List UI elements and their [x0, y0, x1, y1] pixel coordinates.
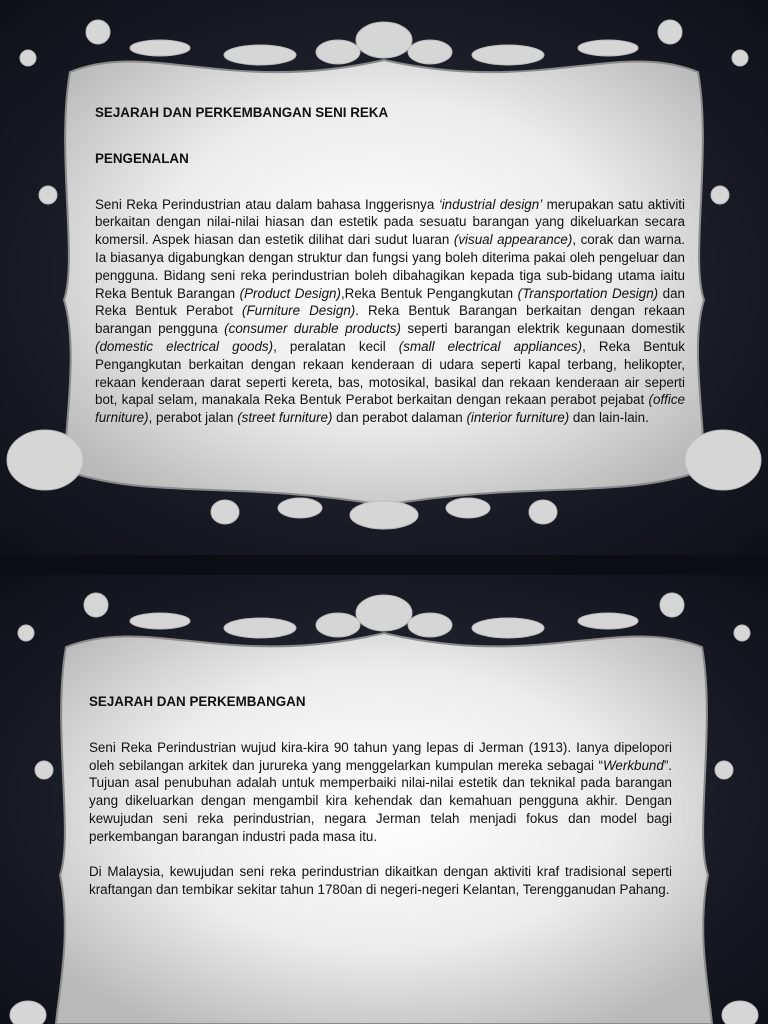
slide-2-content [89, 693, 672, 899]
slide-2-title: SEJARAH DAN PERKEMBANGAN [89, 694, 306, 709]
slide-1-title: SEJARAH DAN PERKEMBANGAN SENI REKA [95, 105, 389, 120]
section-heading-pengenalan: PENGENALAN [95, 150, 189, 166]
paragraph-sejarah: Seni Reka Perindustrian wujud kira-kira 90 tahun yang lepas di Jerman (1913). Ianya dipelopori oleh sebilangan arkitek dan jurureka yang menggelarkan kumpulan mereka sebagai “Werkbund”. Tujuan asal penubuhan adalah untuk memperbaiki nilai-nilai estetik dan teknikal pada barangan yang dikeluarkan dengan mengambil kira kehendak dan kemahuan pengguna akhir. Dengan kewujudan seni reka perindustrian, negara Jerman telah menjadi fokus dan model bagi perkembangan barangan industri pada masa itu. [89, 739, 672, 844]
slide-2 [0, 575, 768, 1024]
paragraph-pengenalan: Seni Reka Perindustrian atau dalam bahasa Inggerisnya ‘industrial design’ merupakan satu aktiviti berkaitan dengan nilai-nilai hiasan dan estetik pada sesuatu barangan yang dikeluarkan secara komersil. Aspek hiasan dan estetik dilihat dari sudut luaran (visual appearance), corak dan warna. Ia biasanya digabungkan dengan struktur dan fungsi yang boleh diterima pakai oleh pengeluar dan pengguna. Bidang seni reka perindustrian boleh dibahagikan kepada tiga sub-bidang utama iaitu Reka Bentuk Barangan (Product Design),Reka Bentuk Pengangkutan (Transportation Design) dan Reka Bentuk Perabot (Furniture Design). Reka Bentuk Barangan berkaitan dengan rekaan barangan pengguna (consumer durable products) seperti barangan elektrik kegunaan domestik (domestic electrical goods), peralatan kecil (small electrical appliances), Reka Bentuk Pengangkutan berkaitan dengan rekaan kenderaan di udara seperti kapal terbang, helikopter, rekaan kenderaan darat seperti kereta, bas, motosikal, basikal dan rekaan kenderaan air seperti bot, kapal selam, manakala Reka Bentuk Perabot berkaitan dengan rekaan perabot pejabat (office furniture), perabot jalan (street furniture) dan perabot dalaman (interior furniture) dan lain-lain. [95, 196, 686, 426]
slide-1-content [95, 104, 685, 427]
paragraph-malaysia: Di Malaysia, kewujudan seni reka perindustrian dikaitkan dengan aktiviti kraf tradisional seperti kraftangan dan tembikar sekitar tahun 1780an di negeri-negeri Kelantan, Terengganudan Pahang. [89, 864, 672, 898]
slide-separator [0, 555, 768, 575]
